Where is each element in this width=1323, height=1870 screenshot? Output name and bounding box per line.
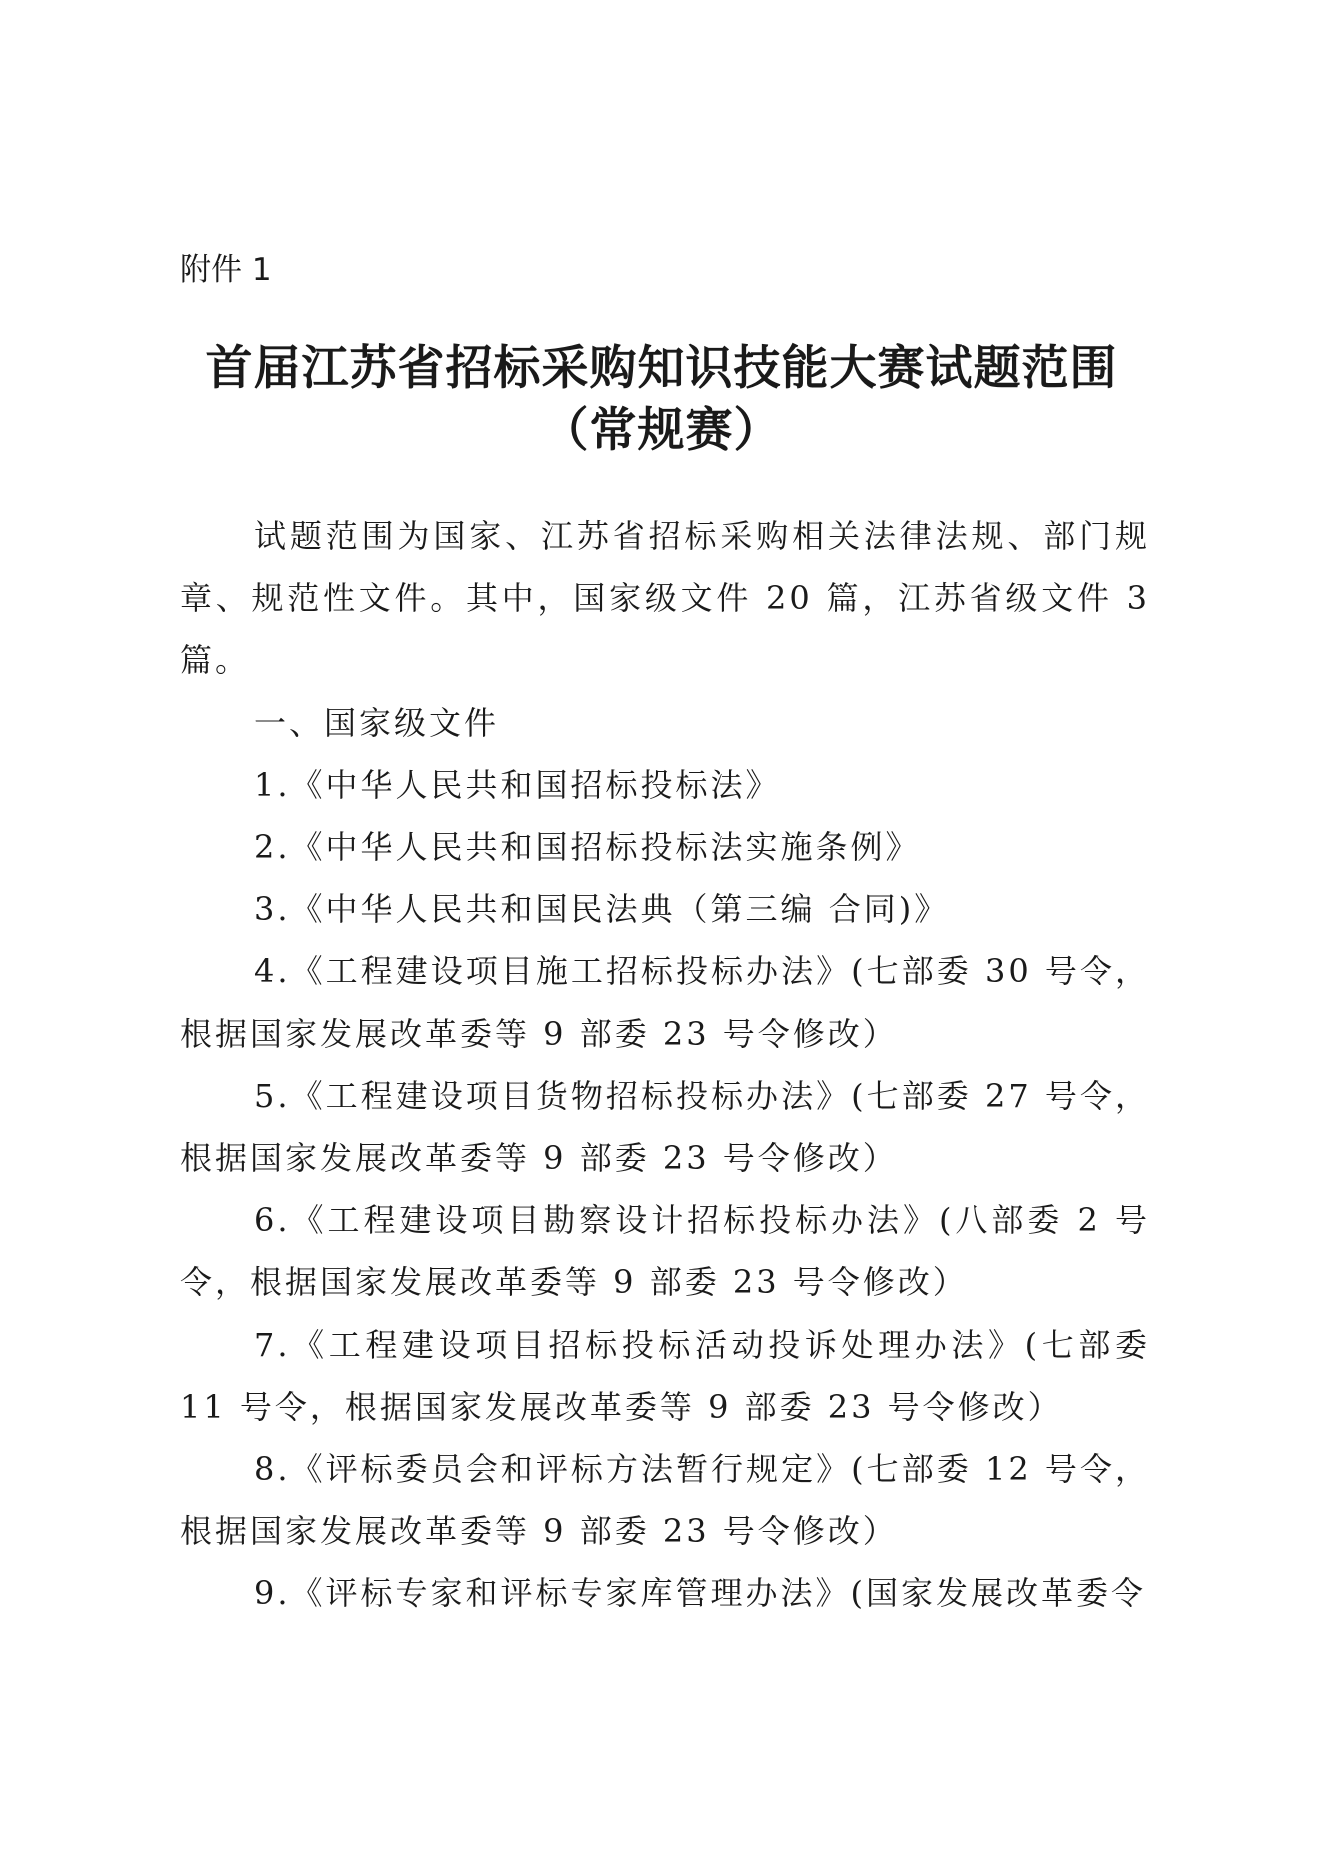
list-item: 7.《工程建设项目招标投标活动投诉处理办法》(七部委 11 号令，根据国家发展改革委等 9 部委 23 号令修改） — [180, 1325, 1150, 1426]
document-title: 首届江苏省招标采购知识技能大赛试题范围 — [205, 341, 1118, 396]
intro-paragraph: 试题范围为国家、江苏省招标采购相关法律法规、部门规章、规范性文件。其中，国家级文件 20 篇，江苏省级文件 3 篇。 — [180, 517, 1150, 680]
document-body — [180, 505, 1150, 1625]
list-item: 8.《评标委员会和评标方法暂行规定》(七部委 12 号令，根据国家发展改革委等 9 部委 23 号令修改） — [180, 1450, 1150, 1551]
list-item: 2.《中华人民共和国招标投标法实施条例》 — [254, 828, 921, 867]
list-item: 6.《工程建设项目勘察设计招标投标办法》(八部委 2 号令，根据国家发展改革委等 9 部委 23 号令修改） — [180, 1201, 1150, 1302]
list-item: 5.《工程建设项目货物招标投标办法》(七部委 27 号令，根据国家发展改革委等 9 部委 23 号令修改） — [180, 1076, 1150, 1178]
attachment-label: 附件 1 — [180, 252, 272, 288]
list-item: 9.《评标专家和评标专家库管理办法》(国家发展改革委令 — [254, 1574, 1147, 1613]
list-item: 1.《中华人民共和国招标投标法》 — [254, 765, 781, 804]
list-item: 4.《工程建设项目施工招标投标办法》(七部委 30 号令，根据国家发展改革委等 9 部委 23 号令修改） — [180, 952, 1150, 1053]
document-subtitle: （常规赛） — [541, 403, 782, 458]
list-item: 3.《中华人民共和国民法典（第三编 合同)》 — [254, 890, 950, 929]
section-heading: 一、国家级文件 — [254, 703, 500, 742]
